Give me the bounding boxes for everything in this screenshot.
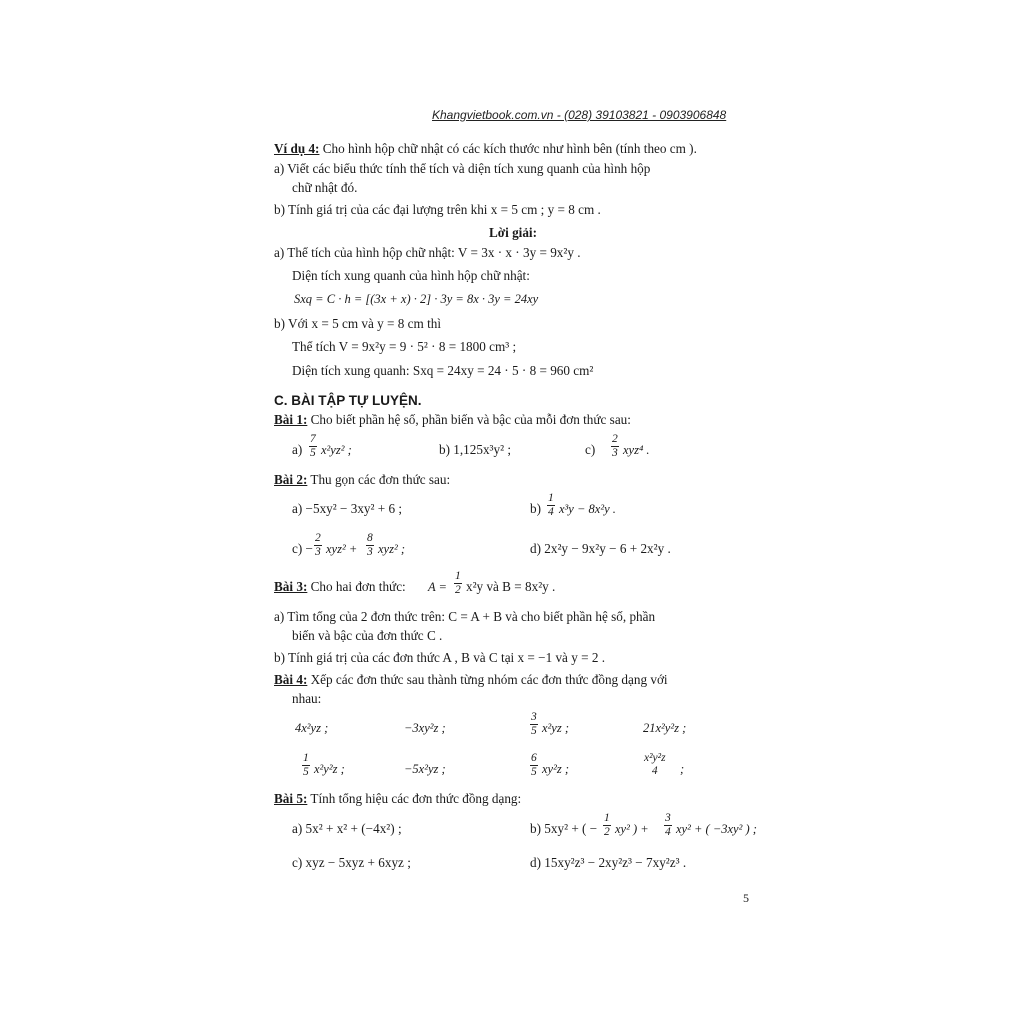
bai5-a: a) 5x² + x² + (−4x²) ; [292, 821, 402, 836]
example-part-a-line1: a) Viết các biểu thức tính thể tích và diện tích xung quanh của hình hộp [274, 161, 651, 176]
bai1-a-expr: x²yz² ; [321, 443, 352, 457]
bai3-label: Bài 3: [274, 579, 308, 594]
bai4-r2c4-num: x²y²z [644, 752, 666, 764]
bai4-r2c1-fraction [302, 752, 310, 779]
bai3-A-den: 2 [455, 584, 461, 596]
bai1-a-num: 7 [310, 433, 316, 445]
bai1-text: Cho biết phần hệ số, phần biến và bậc của mỗi đơn thức sau: [307, 412, 631, 427]
bai4-r1c2: −3xy²z ; [404, 721, 446, 735]
bai5-b-den1: 2 [604, 826, 610, 838]
bai4-r2c1-den: 5 [303, 766, 309, 778]
example-label: Ví dụ 4: [274, 141, 320, 156]
example-text: Cho hình hộp chữ nhật có các kích thước như hình bên (tính theo cm ). [319, 141, 697, 156]
bai3-A-pre: A = [428, 580, 447, 594]
bai2-c-fraction1 [314, 532, 322, 559]
bai5-b-pre: b) 5xy² + ( − [530, 821, 598, 836]
bai2-a: a) −5xy² − 3xy² + 6 ; [292, 501, 403, 516]
bai4-text1: Xếp các đơn thức sau thành từng nhóm các đơn thức đồng dạng với [307, 672, 668, 687]
bai4-label: Bài 4: [274, 672, 308, 687]
bai5-text: Tính tổng hiệu các đơn thức đồng dạng: [307, 791, 522, 806]
solution-volume-value: Thể tích V = 9x²y = 9 · 5² · 8 = 1800 cm³ ; [292, 339, 517, 354]
bai5-b-mid: xy² ) + [615, 822, 649, 836]
bai5-b-den2: 4 [665, 826, 671, 838]
bai4-r1c1: 4x²yz ; [295, 721, 329, 735]
bai2-c-den2: 3 [367, 546, 373, 558]
solution-volume: a) Thể tích của hình hộp chữ nhật: V = 3x · x · 3y = 9x²y . [274, 245, 581, 260]
example-part-a-line2: chữ nhật đó. [292, 180, 358, 195]
bai1-b: b) 1,125x³y² ; [439, 442, 512, 457]
bai4-r2c2: −5x²yz ; [404, 762, 446, 776]
bai1-c-num: 2 [612, 433, 618, 445]
bai5-label: Bài 5: [274, 791, 308, 806]
bai3-a-line1: a) Tìm tổng của 2 đơn thức trên: C = A + B và cho biết phần hệ số, phần [274, 609, 656, 624]
bai1-c-den: 3 [612, 447, 618, 459]
bai2-c-pre: c) − [292, 541, 313, 556]
bai1-a-pre: a) [292, 442, 303, 457]
bai5-d: d) 15xy²z³ − 2xy²z³ − 7xy²z³ . [530, 855, 687, 870]
bai2-c-expr: xyz² ; [378, 542, 405, 556]
bai4-r2c3-num: 6 [531, 752, 537, 764]
bai2-c-fraction2 [366, 532, 374, 559]
bai5-b-fraction1 [603, 812, 611, 839]
bai2-c-den1: 3 [315, 546, 321, 558]
bai1-c-fraction [611, 433, 619, 460]
bai4-r2c3: xy²z ; [542, 762, 569, 776]
bai3-A-expr: x²y và B = 8x²y . [466, 579, 556, 594]
bai4-statement [274, 671, 668, 689]
bai4-r1c3-num: 3 [531, 711, 537, 723]
bai4-r1c4: 21x²y²z ; [643, 721, 687, 735]
solution-title: Lời giải: [489, 225, 537, 240]
bai2-b-fraction [547, 492, 555, 519]
bai3-b: b) Tính giá trị của các đơn thức A , B và C tại x = −1 và y = 2 . [274, 650, 606, 665]
bai2-label: Bài 2: [274, 472, 308, 487]
bai2-text: Thu gọn các đơn thức sau: [307, 472, 451, 487]
bai2-d: d) 2x²y − 9x²y − 6 + 2x²y . [530, 541, 671, 556]
bai1-label: Bài 1: [274, 412, 308, 427]
bai4-text2: nhau: [292, 691, 322, 706]
bai5-b-expr: xy² + ( −3xy² ) ; [676, 822, 757, 836]
bai1-c-expr: xyz⁴ . [623, 443, 650, 457]
section-title: C. BÀI TẬP TỰ LUYỆN. [274, 393, 422, 408]
bai4-r2c4-den: 4 [651, 765, 658, 777]
bai1-statement [274, 411, 631, 429]
example-part-b: b) Tính giá trị của các đại lượng trên khi x = 5 cm ; y = 8 cm . [274, 202, 601, 217]
bai5-statement [274, 790, 521, 808]
bai3-A-num: 1 [455, 570, 461, 582]
bai1-a-fraction [309, 433, 317, 460]
page-number: 5 [743, 891, 749, 905]
bai4-r2c4-post: ; [680, 762, 685, 776]
bai4-r2c1-num: 1 [303, 752, 309, 764]
bai3-A-fraction [454, 570, 462, 597]
bai5-b-fraction2 [664, 812, 672, 839]
bai4-r1c3-fraction [530, 711, 538, 738]
bai2-b-den: 4 [548, 506, 554, 518]
bai1-c-pre: c) [585, 442, 596, 457]
solution-area-value: Diện tích xung quanh: Sxq = 24xy = 24 · 5 · 8 = 960 cm² [292, 363, 594, 378]
bai2-c-mid: xyz² + [326, 542, 358, 556]
bai2-statement [274, 471, 450, 489]
bai2-c-num1: 2 [315, 532, 321, 544]
bai4-r2c3-fraction [530, 752, 538, 779]
bai3-statement [274, 578, 406, 596]
solution-area-intro: Diện tích xung quanh của hình hộp chữ nhật: [292, 268, 530, 283]
example-statement [274, 140, 697, 158]
bai5-b-num2: 3 [665, 812, 671, 824]
bai4-r2c3-den: 5 [531, 766, 537, 778]
bai5-c: c) xyz − 5xyz + 6xyz ; [292, 855, 411, 870]
bai2-b-pre: b) [530, 501, 541, 516]
bai4-r2c1: x²y²z ; [314, 762, 345, 776]
bai2-c-num2: 8 [367, 532, 373, 544]
bai4-r2c4-fraction [643, 752, 667, 778]
bai1-a-den: 5 [310, 447, 316, 459]
bai2-b-num: 1 [548, 492, 554, 504]
bai2-b-expr: x³y − 8x²y . [559, 502, 616, 516]
solution-part-b: b) Với x = 5 cm và y = 8 cm thì [274, 316, 442, 331]
bai3-text: Cho hai đơn thức: [307, 579, 406, 594]
bai5-b-num1: 1 [604, 812, 610, 824]
bai3-a-line2: biến và bậc của đơn thức C . [292, 628, 443, 643]
bai4-r1c3: x²yz ; [542, 721, 569, 735]
solution-area-formula: Sxq = C · h = [(3x + x) · 2] · 3y = 8x · 3y = 24xy [294, 292, 539, 306]
page-header: Khangvietbook.com.vn - (028) 39103821 - 0903906848 [432, 108, 727, 122]
bai4-r1c3-den: 5 [531, 725, 537, 737]
